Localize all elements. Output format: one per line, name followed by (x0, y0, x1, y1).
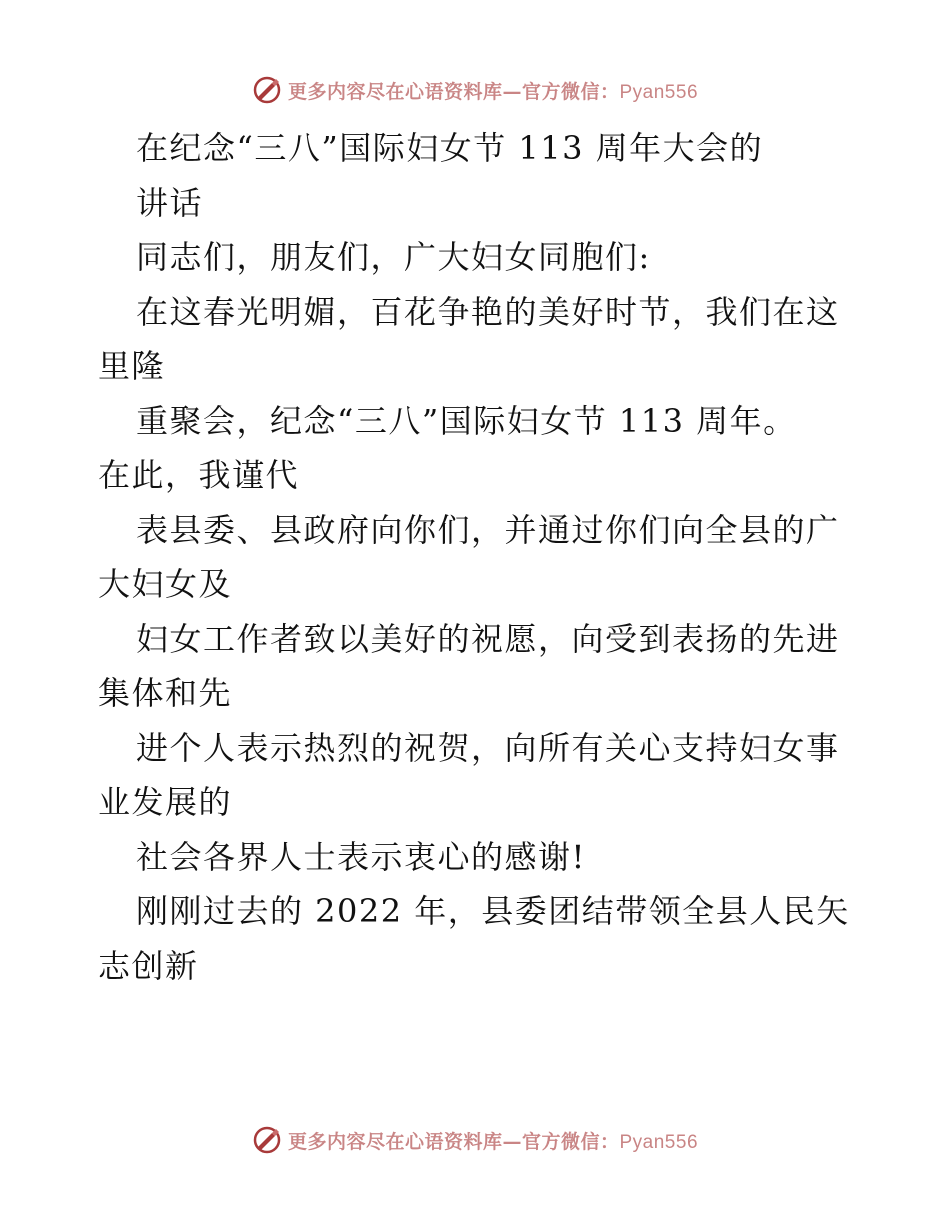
pen-logo-icon (252, 1125, 282, 1155)
pen-logo-icon (252, 75, 282, 105)
document-line: 表县委、县政府向你们，并通过你们向全县的广 (136, 510, 840, 549)
document-line: 志创新 (98, 946, 199, 985)
document-line: 大妇女及 (98, 565, 233, 603)
document-line: 在这春光明媚，百花争艳的美好时节，我们在这 (136, 292, 840, 331)
document-line: 进个人表示热烈的祝贺，向所有关心支持妇女事 (136, 728, 840, 767)
document-line: 讲话 (136, 183, 204, 222)
document-line: 重聚会，纪念“三八”国际妇女节 113 周年。 (136, 401, 797, 440)
document-line: 在此，我谨代 (98, 456, 300, 494)
document-line: 社会各界人士表示衷心的感谢! (136, 837, 586, 876)
document-line: 里隆 (98, 347, 166, 385)
document-line: 同志们，朋友们，广大妇女同胞们: (136, 238, 651, 276)
document-line: 妇女工作者致以美好的祝愿，向受到表扬的先进 (136, 619, 840, 658)
header-watermark (0, 70, 950, 110)
document-line: 刚刚过去的 2022 年，县委团结带领全县人民矢 (136, 892, 850, 930)
footer-watermark (0, 1120, 950, 1160)
watermark-text: 更多内容尽在心语资料库—官方微信：Pyan556 (287, 1130, 699, 1153)
watermark-text: 更多内容尽在心语资料库—官方微信：Pyan556 (287, 80, 699, 103)
document-line: 集体和先 (98, 674, 233, 712)
document-body (98, 122, 858, 994)
document-line: 在纪念“三八”国际妇女节 113 周年大会的 (136, 129, 764, 167)
document-line: 业发展的 (98, 783, 233, 821)
